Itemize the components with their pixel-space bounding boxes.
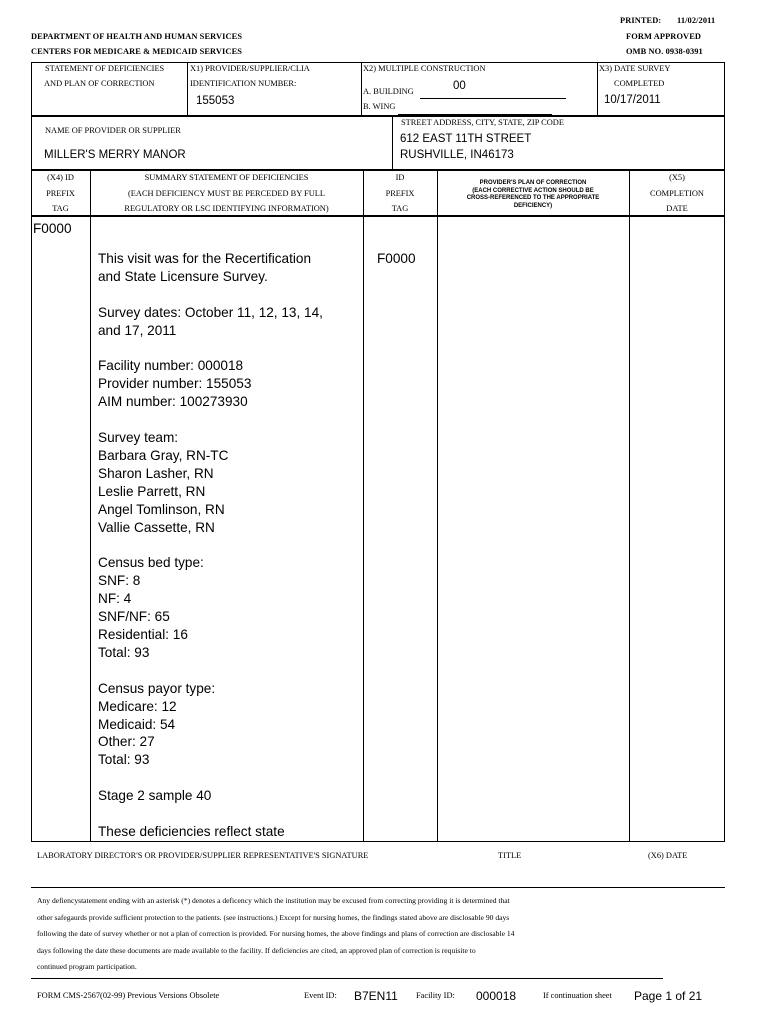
prefix-tag: F0000	[33, 221, 72, 236]
event-id-label: Event ID:	[304, 991, 337, 1000]
facility-id-value: 000018	[476, 989, 517, 1003]
survey-date-value: 10/17/2011	[604, 94, 661, 106]
id-tag: F0000	[377, 251, 416, 266]
wing-label: B. WING	[363, 102, 396, 111]
building-label: A. BUILDING	[363, 87, 414, 96]
provider-name-label: NAME OF PROVIDER OR SUPPLIER	[45, 126, 181, 135]
x6-date-label: (X6) DATE	[648, 851, 688, 860]
omb-number: OMB NO. 0938-0391	[626, 47, 703, 56]
x1-label-2: IDENTIFICATION NUMBER:	[190, 79, 297, 88]
x3-label-1: X3) DATE SURVEY	[599, 64, 671, 73]
id-prefix-header: ID PREFIX TAG	[385, 173, 415, 213]
printed-date: 11/02/2011	[677, 16, 716, 25]
department-title: DEPARTMENT OF HEALTH AND HUMAN SERVICES	[31, 32, 243, 41]
x5-header: (X5) COMPLETION DATE	[650, 173, 704, 213]
page-number: Page 1 of 21	[634, 989, 703, 1003]
centers-title: CENTERS FOR MEDICARE & MEDICAID SERVICES	[31, 47, 243, 56]
provider-box	[31, 116, 725, 170]
statement-label-1: STATEMENT OF DEFICIENCIES	[45, 64, 165, 73]
x1-label-1: X1) PROVIDER/SUPPLIER/CLIA	[190, 64, 310, 73]
address-line-1: 612 EAST 11TH STREET	[400, 133, 532, 145]
plan-header: PROVIDER'S PLAN OF CORRECTION (EACH CORRECTIVE ACTION SHOULD BE CROSS-REFERENCED TO THE APPROPRIATE DEFICIENCY)	[466, 180, 600, 209]
continuation-label: If continuation sheet	[543, 991, 612, 1000]
address-line-2: RUSHVILLE, IN46173	[400, 149, 514, 161]
form-approved: FORM APPROVED	[626, 32, 702, 41]
provider-id-value: 155053	[196, 95, 235, 107]
provider-name-value: MILLER'S MERRY MANOR	[44, 149, 186, 161]
title-label: TITLE	[498, 851, 522, 860]
summary-header: SUMMARY STATEMENT OF DEFICIENCIES (EACH DEFICIENCY MUST BE PERCEDED BY FULL REGULATORY OR LSC IDENTIFYING INFORMATION)	[124, 173, 329, 213]
x4-id-header: (X4) ID PREFIX TAG	[46, 173, 75, 213]
address-label: STREET ADDRESS, CITY, STATE, ZIP CODE	[401, 118, 564, 127]
building-value: 00	[453, 80, 466, 92]
x3-label-2: COMPLETED	[614, 79, 665, 88]
signature-label: LABORATORY DIRECTOR'S OR PROVIDER/SUPPLIER REPRESENTATIVE'S SIGNATURE	[37, 851, 369, 860]
event-id-value: B7EN11	[354, 989, 398, 1003]
disclaimer: Any defiencystatement ending with an asterisk (*) denotes a deficency which the institution may be excused from correcting providing it is determined that other safegaurds provide sufficient protection to the patients. (see instructions.) Except for nursing homes, the findings stated above are disclosable 90 days following the date of survey whether or not a plan of correction is provided. For nursing homes, the above findings and plans of correction are disclosable 14 days following the date these documents are made available to the facility. If deficiencies are cited, an approved plan of correction is requisite to continued program participation.	[37, 896, 515, 972]
statement-label-2: AND PLAN OF CORRECTION	[44, 79, 155, 88]
facility-id-label: Facility ID:	[416, 991, 455, 1000]
form-number: FORM CMS-2567(02-99) Previous Versions Obsolete	[37, 991, 220, 1000]
x2-label: X2) MULTIPLE CONSTRUCTION	[363, 64, 486, 73]
printed-label: PRINTED:	[620, 16, 662, 25]
summary-statement: This visit was for the Recertification and State Licensure Survey. Survey dates: October 11, 12, 13, 14, and 17, 2011 Facility number: 000018 Provider number: 155053 AIM number: 100273930 Survey team: Barbara Gray, RN-TC Sharon Lasher, RN Leslie Parrett, RN Angel Tomlinson, RN Vallie Cassette, RN Census bed type: SNF: 8 NF: 4 SNF/NF: 65 Residential: 16 Total: 93 Census payor type: Medicare: 12 Medicaid: 54 Other: 27 Total: 93 Stage 2 sample 40 These deficiencies reflect state	[98, 251, 323, 839]
